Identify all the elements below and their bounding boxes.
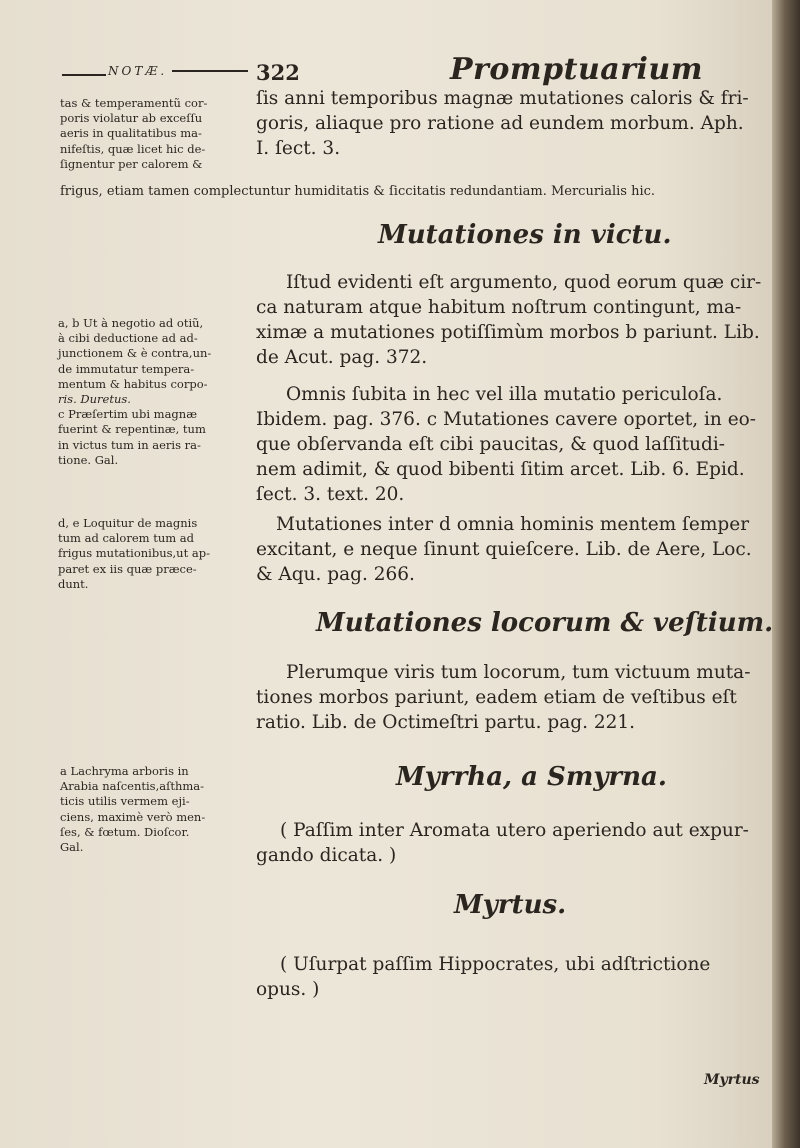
text-line: gando dicata. )	[256, 845, 397, 866]
margin-note-1	[60, 96, 250, 172]
text-line: que obſervanda eſt cibi paucitas, & quod laſſitudi-	[256, 434, 726, 455]
note-line: mentum & habitus corpo-	[58, 376, 208, 391]
text-line: ca naturam atque habitum noſtrum contingunt, ma-	[256, 297, 742, 318]
section-heading-myrrha: Myrrha, a Smyrna.	[396, 762, 667, 792]
text-line: Mutationes inter d omnia hominis mentem ſemper	[276, 514, 750, 535]
text-line: ximæ a mutationes potiſſimùm morbos b pariunt. Lib.	[256, 322, 760, 343]
text-line: ſect. 3. text. 20.	[256, 484, 405, 505]
text-line: I. ſect. 3.	[256, 138, 341, 159]
notes-rule-left	[62, 74, 106, 76]
note-line: ſignentur per calorem &	[60, 156, 203, 171]
full-width-line: frigus, etiam tamen complectuntur humiditatis & ſiccitatis redundantiam. Mercurialis hic.	[60, 184, 656, 199]
note-line: frigus mutationibus,ut ap-	[58, 546, 210, 561]
text-line: ſis anni temporibus magnæ mutationes caloris & fri-	[256, 88, 749, 109]
text-line: goris, aliaque pro ratione ad eundem morbum. Aph.	[256, 113, 744, 134]
notes-rule-right	[172, 70, 248, 72]
margin-note-2	[58, 316, 254, 468]
catchword: Myrtus	[704, 1072, 760, 1088]
note-line: ticis utilis vermem eji-	[60, 794, 190, 809]
note-line: fuerint & repentinæ, tum	[58, 422, 206, 437]
page-number: 322	[256, 60, 300, 85]
note-line: paret ex iis quæ præce-	[58, 561, 197, 576]
note-line: Arabia naſcentis,aſthma-	[60, 779, 205, 794]
note-line: ris. Duretus.	[58, 392, 131, 407]
note-line: tione. Gal.	[58, 452, 119, 467]
text-line: ratio. Lib. de Octimeſtri partu. pag. 221.	[256, 712, 636, 733]
text-line: Plerumque viris tum locorum, tum victuum muta-	[286, 662, 751, 683]
text-line: de Acut. pag. 372.	[256, 347, 428, 368]
text-line: Ibidem. pag. 376. c Mutationes cavere oportet, in eo-	[256, 409, 757, 430]
margin-note-3	[58, 516, 254, 592]
margin-note-4	[60, 764, 256, 855]
running-title: Promptuarium	[450, 52, 703, 87]
note-line: a, b Ut à negotio ad otiũ,	[58, 316, 204, 330]
binding-gutter	[772, 0, 800, 1148]
text-line: excitant, e neque ſinunt quieſcere. Lib. de Aere, Loc.	[256, 539, 752, 560]
text-line: tiones morbos pariunt, eadem etiam de veſtibus eſt	[256, 687, 737, 708]
paragraph-3	[256, 382, 756, 507]
paragraph-5	[256, 660, 750, 735]
note-line: c Præſertim ubi magnæ	[58, 407, 197, 422]
note-line: dunt.	[58, 576, 89, 591]
section-heading-victu: Mutationes in victu.	[378, 220, 672, 250]
note-line: tum ad calorem tum ad	[58, 531, 195, 546]
paragraph-6	[256, 818, 749, 868]
text-line: opus. )	[256, 979, 320, 1000]
note-line: junctionem & è contra,un-	[58, 346, 212, 361]
section-heading-locorum: Mutationes locorum & veſtium.	[316, 608, 774, 638]
note-line: Gal.	[60, 840, 84, 855]
text-line: ( Uſurpat paſſim Hippocrates, ubi adſtrictione	[280, 954, 711, 975]
note-line: nifeſtis, quæ licet hic de-	[60, 141, 206, 156]
note-line: a Lachryma arboris in	[60, 764, 189, 778]
section-heading-myrtus: Myrtus.	[454, 890, 567, 920]
text-line: nem adimit, & quod bibenti ſitim arcet. Lib. 6. Epid.	[256, 459, 745, 480]
text-line: Iſtud evidenti eſt argumento, quod eorum quæ cir-	[286, 272, 762, 293]
note-line: à cibi deductione ad ad-	[58, 331, 198, 346]
note-line: ciens, maximè verò men-	[60, 809, 206, 824]
note-line: d, e Loquitur de magnis	[58, 516, 198, 530]
note-line: aeris in qualitatibus ma-	[60, 126, 202, 141]
text-line: & Aqu. pag. 266.	[256, 564, 415, 585]
paragraph-1	[256, 86, 749, 161]
paragraph-4	[256, 512, 752, 587]
paragraph-7	[256, 952, 710, 1002]
text-line: Omnis ſubita in hec vel illa mutatio periculoſa.	[286, 384, 723, 405]
notes-label: NOTÆ.	[108, 64, 168, 78]
note-line: tas & temperamentũ cor-	[60, 96, 208, 110]
note-line: de immutatur tempera-	[58, 361, 195, 376]
text-line: ( Paſſim inter Aromata utero aperiendo aut expur-	[280, 820, 749, 841]
note-line: poris violatur ab exceſſu	[60, 111, 203, 126]
note-line: in victus tum in aeris ra-	[58, 437, 201, 452]
paragraph-2	[256, 270, 761, 370]
note-line: ſes, & fœtum. Dioſcor.	[60, 824, 190, 839]
